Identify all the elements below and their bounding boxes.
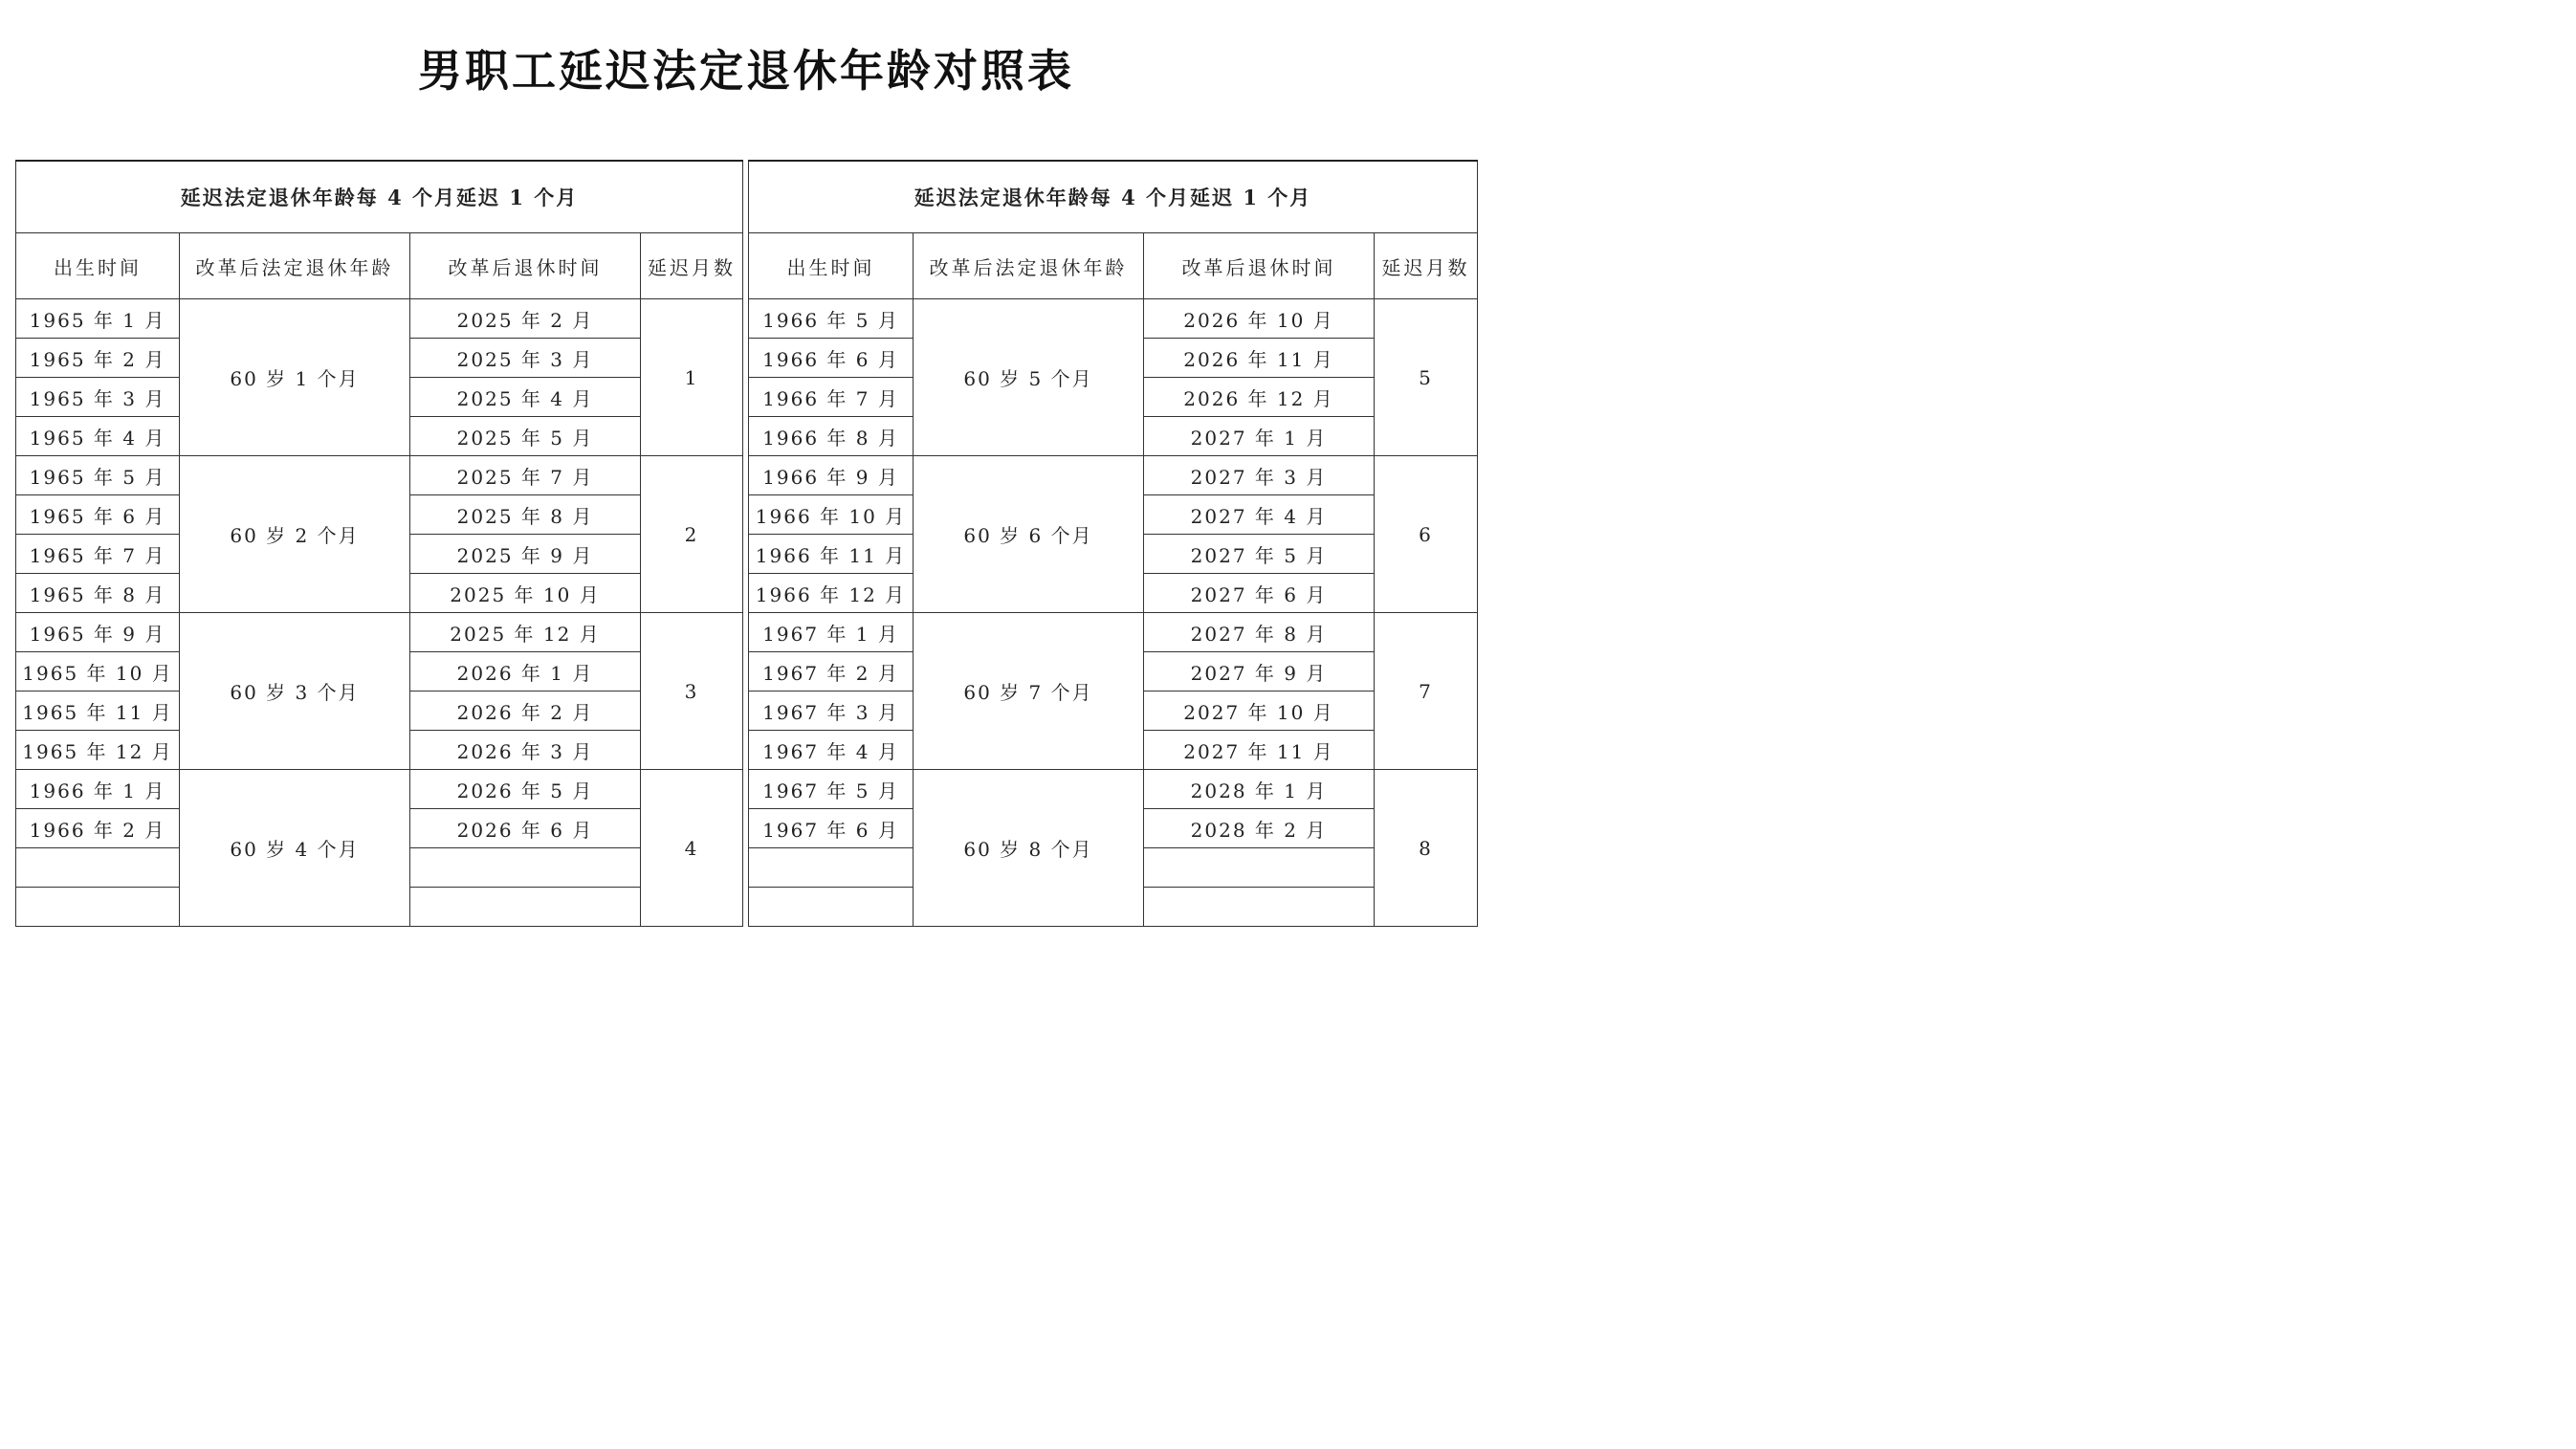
birth-date-cell: 1965 年 8 月 [16, 574, 180, 613]
birth-date-cell: 1965 年 12 月 [16, 731, 180, 770]
birth-date-cell [749, 888, 914, 927]
retirement-date-cell: 2025 年 9 月 [410, 535, 641, 574]
birth-date-cell: 1966 年 6 月 [749, 339, 914, 378]
retirement-date-cell: 2027 年 4 月 [1144, 495, 1375, 535]
delay-months-cell: 8 [1375, 770, 1478, 927]
table-caption: 延迟法定退休年龄每 4 个月延迟 1 个月 [749, 161, 1478, 233]
retirement-date-cell: 2028 年 1 月 [1144, 770, 1375, 809]
birth-date-cell: 1966 年 7 月 [749, 378, 914, 417]
retirement-date-cell: 2026 年 1 月 [410, 652, 641, 692]
retirement-date-cell: 2025 年 3 月 [410, 339, 641, 378]
retirement-date-cell: 2027 年 5 月 [1144, 535, 1375, 574]
birth-date-cell: 1966 年 2 月 [16, 809, 180, 848]
retirement-date-cell: 2025 年 5 月 [410, 417, 641, 456]
birth-date-cell: 1967 年 6 月 [749, 809, 914, 848]
retirement-date-cell: 2025 年 12 月 [410, 613, 641, 652]
header-retirement-date: 改革后退休时间 [1144, 233, 1375, 299]
header-retirement-age: 改革后法定退休年龄 [914, 233, 1144, 299]
retirement-date-cell [1144, 888, 1375, 927]
birth-date-cell: 1965 年 11 月 [16, 692, 180, 731]
table-row [16, 613, 743, 652]
retirement-date-cell: 2026 年 12 月 [1144, 378, 1375, 417]
birth-date-cell: 1965 年 1 月 [16, 299, 180, 339]
retirement-date-cell: 2025 年 4 月 [410, 378, 641, 417]
retirement-age-cell: 60 岁 4 个月 [180, 770, 410, 927]
birth-date-cell: 1966 年 12 月 [749, 574, 914, 613]
header-retirement-age: 改革后法定退休年龄 [180, 233, 410, 299]
birth-date-cell [749, 848, 914, 888]
right-table [748, 160, 1478, 927]
retirement-age-cell: 60 岁 2 个月 [180, 456, 410, 613]
page-title: 男职工延迟法定退休年龄对照表 [418, 45, 1074, 97]
birth-date-cell: 1966 年 5 月 [749, 299, 914, 339]
retirement-date-cell: 2027 年 8 月 [1144, 613, 1375, 652]
birth-date-cell: 1965 年 7 月 [16, 535, 180, 574]
birth-date-cell: 1965 年 4 月 [16, 417, 180, 456]
table-row [749, 456, 1478, 495]
header-delay-months: 延迟月数 [1375, 233, 1478, 299]
retirement-date-cell: 2027 年 9 月 [1144, 652, 1375, 692]
birth-date-cell: 1965 年 10 月 [16, 652, 180, 692]
retirement-date-cell: 2027 年 3 月 [1144, 456, 1375, 495]
birth-date-cell: 1965 年 5 月 [16, 456, 180, 495]
retirement-date-cell [410, 848, 641, 888]
retirement-date-cell: 2025 年 8 月 [410, 495, 641, 535]
retirement-date-cell: 2026 年 2 月 [410, 692, 641, 731]
birth-date-cell: 1966 年 8 月 [749, 417, 914, 456]
retirement-date-cell: 2026 年 5 月 [410, 770, 641, 809]
delay-months-cell: 7 [1375, 613, 1478, 770]
table-row [16, 770, 743, 809]
retirement-age-cell: 60 岁 1 个月 [180, 299, 410, 456]
table-row [749, 613, 1478, 652]
retirement-date-cell: 2027 年 1 月 [1144, 417, 1375, 456]
birth-date-cell: 1967 年 5 月 [749, 770, 914, 809]
birth-date-cell: 1966 年 1 月 [16, 770, 180, 809]
delay-months-cell: 3 [641, 613, 743, 770]
header-retirement-date: 改革后退休时间 [410, 233, 641, 299]
retirement-date-cell: 2028 年 2 月 [1144, 809, 1375, 848]
birth-date-cell: 1967 年 2 月 [749, 652, 914, 692]
retirement-date-cell: 2026 年 3 月 [410, 731, 641, 770]
birth-date-cell: 1966 年 9 月 [749, 456, 914, 495]
retirement-date-cell: 2027 年 11 月 [1144, 731, 1375, 770]
table-caption: 延迟法定退休年龄每 4 个月延迟 1 个月 [16, 161, 743, 233]
birth-date-cell: 1965 年 6 月 [16, 495, 180, 535]
retirement-date-cell [410, 888, 641, 927]
retirement-age-cell: 60 岁 3 个月 [180, 613, 410, 770]
delay-months-cell: 5 [1375, 299, 1478, 456]
birth-date-cell: 1967 年 1 月 [749, 613, 914, 652]
left-table [15, 160, 743, 927]
retirement-date-cell [1144, 848, 1375, 888]
birth-date-cell: 1967 年 4 月 [749, 731, 914, 770]
retirement-date-cell: 2025 年 2 月 [410, 299, 641, 339]
retirement-age-cell: 60 岁 8 个月 [914, 770, 1144, 927]
retirement-age-cell: 60 岁 7 个月 [914, 613, 1144, 770]
header-birth-date: 出生时间 [749, 233, 914, 299]
retirement-date-cell: 2025 年 10 月 [410, 574, 641, 613]
retirement-date-cell: 2025 年 7 月 [410, 456, 641, 495]
table-row [16, 456, 743, 495]
birth-date-cell: 1967 年 3 月 [749, 692, 914, 731]
delay-months-cell: 6 [1375, 456, 1478, 613]
retirement-age-cell: 60 岁 6 个月 [914, 456, 1144, 613]
birth-date-cell [16, 888, 180, 927]
birth-date-cell [16, 848, 180, 888]
retirement-date-cell: 2026 年 11 月 [1144, 339, 1375, 378]
retirement-date-cell: 2027 年 6 月 [1144, 574, 1375, 613]
birth-date-cell: 1965 年 3 月 [16, 378, 180, 417]
birth-date-cell: 1965 年 2 月 [16, 339, 180, 378]
table-row [16, 299, 743, 339]
delay-months-cell: 4 [641, 770, 743, 927]
birth-date-cell: 1966 年 11 月 [749, 535, 914, 574]
retirement-date-cell: 2026 年 6 月 [410, 809, 641, 848]
table-row [749, 299, 1478, 339]
birth-date-cell: 1965 年 9 月 [16, 613, 180, 652]
retirement-date-cell: 2027 年 10 月 [1144, 692, 1375, 731]
birth-date-cell: 1966 年 10 月 [749, 495, 914, 535]
delay-months-cell: 2 [641, 456, 743, 613]
retirement-date-cell: 2026 年 10 月 [1144, 299, 1375, 339]
header-delay-months: 延迟月数 [641, 233, 743, 299]
delay-months-cell: 1 [641, 299, 743, 456]
header-birth-date: 出生时间 [16, 233, 180, 299]
retirement-age-cell: 60 岁 5 个月 [914, 299, 1144, 456]
table-row [749, 770, 1478, 809]
